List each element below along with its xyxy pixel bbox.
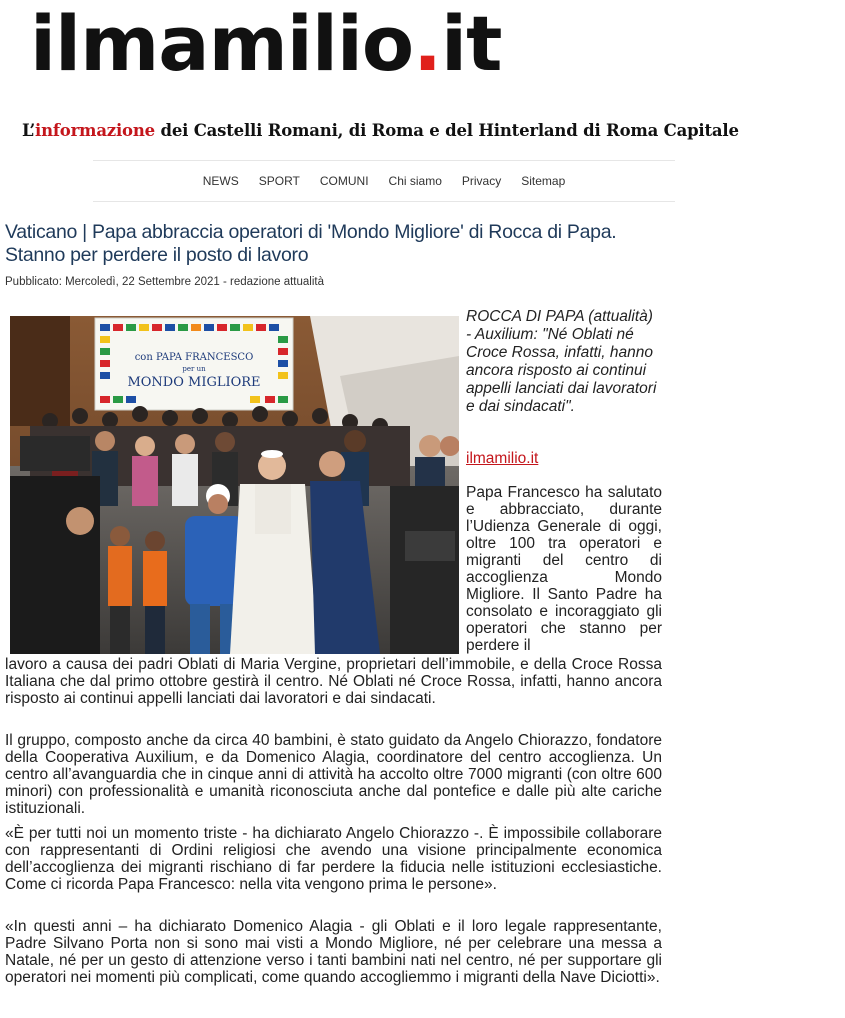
nav-item-sport[interactable]: SPORT [258,174,300,188]
paragraph-1-side: Papa Francesco ha salutato e abbracciato, durante l’Udienza Generale di oggi, oltre 100 tra operatori e migranti del centro di accoglienza Mondo Migliore. Il Santo Padre ha consolato e incoraggiato gli operatori che stanno per perdere il [466,484,662,654]
tagline-accent: informazione [35,121,155,140]
site-tagline [22,121,822,140]
banner-line-1: con PAPA FRANCESCO [134,352,254,363]
tagline-rest: dei Castelli Romani, di Roma e del Hinterland di Roma Capitale [154,121,739,140]
nav-item-privacy[interactable]: Privacy [461,174,502,188]
site-link[interactable]: ilmamilio.it [466,450,539,467]
tagline-prefix: L’ [22,121,35,140]
article-title[interactable]: Vaticano | Papa abbraccia operatori di 'Mondo Migliore' di Rocca di Papa. Stanno per perdere il posto di lavoro [5,221,617,266]
nav-item-news[interactable]: NEWS [202,174,239,188]
article-lead [466,308,662,416]
article-photo [10,316,459,654]
nav-item-sitemap[interactable]: Sitemap [521,174,566,188]
main-nav [93,160,675,202]
nav-item-comuni[interactable]: COMUNI [319,174,369,188]
paragraph-2: Il gruppo, composto anche da circa 40 bambini, è stato guidato da Angelo Chiorazzo, fondatore della Cooperativa Auxilium, e da Domenico Alagia, coordinatore del centro accoglienza. Un centro all’avanguardia che in cinque anni di attività ha accolto oltre 7000 migranti (con oltre 600 minori) con professionalità e umanità riconosciuta anche dal pontefice e dalle più alte cariche istituzionali. [5,732,662,817]
nav-item-chi-siamo[interactable]: Chi siamo [388,174,442,188]
banner-line-2: per un [182,365,206,373]
article-meta: Pubblicato: Mercoledì, 22 Settembre 2021 - redazione attualità [5,276,324,288]
photo-illustration [10,316,459,654]
logo-tld: it [441,0,502,88]
paragraph-4: «In questi anni – ha dichiarato Domenico Alagia - gli Oblati e il loro legale rappresentante, Padre Silvano Porta non si sono mai visti a Mondo Migliore, né per celebrare una messa a Natale, né per un gesto di attenzione verso i tanti bambini nati nel centro, né per supportare gli operatori nei momenti più complicati, come quando accogliemmo i migranti della Nave Diciotti». [5,918,662,986]
logo-main: ilmamilio [30,0,414,88]
paragraph-3: «È per tutti noi un momento triste - ha dichiarato Angelo Chiorazzo -. È impossibile collaborare con rappresentanti di Ordini religiosi che avendo una visione principalmente economica dell’accoglienza dei migranti rischiano di far perdere la fiducia nelle istituzioni ecclesiastiche. Come ci ricorda Papa Francesco: nella vita vengono prima le persone». [5,825,662,893]
logo-dot: . [413,0,442,88]
paragraph-1-full: lavoro a causa dei padri Oblati di Maria Vergine, proprietari dell’immobile, e della Croce Rossa Italiana che dal primo ottobre gestirà il centro. Né Oblati né Croce Rossa, infatti, hanno ancora risposto ai continui appelli lanciati dai lavoratori e dai sindacati. [5,656,662,707]
banner-line-3: MONDO MIGLIORE [127,375,261,390]
lead-text: ROCCA DI PAPA (attualità) - Auxilium: "Né Oblati né Croce Rossa, infatti, hanno ancora risposto ai continui appelli lanciati dai lavoratori e dai sindacati". [466,308,657,415]
site-logo[interactable] [30,0,502,88]
